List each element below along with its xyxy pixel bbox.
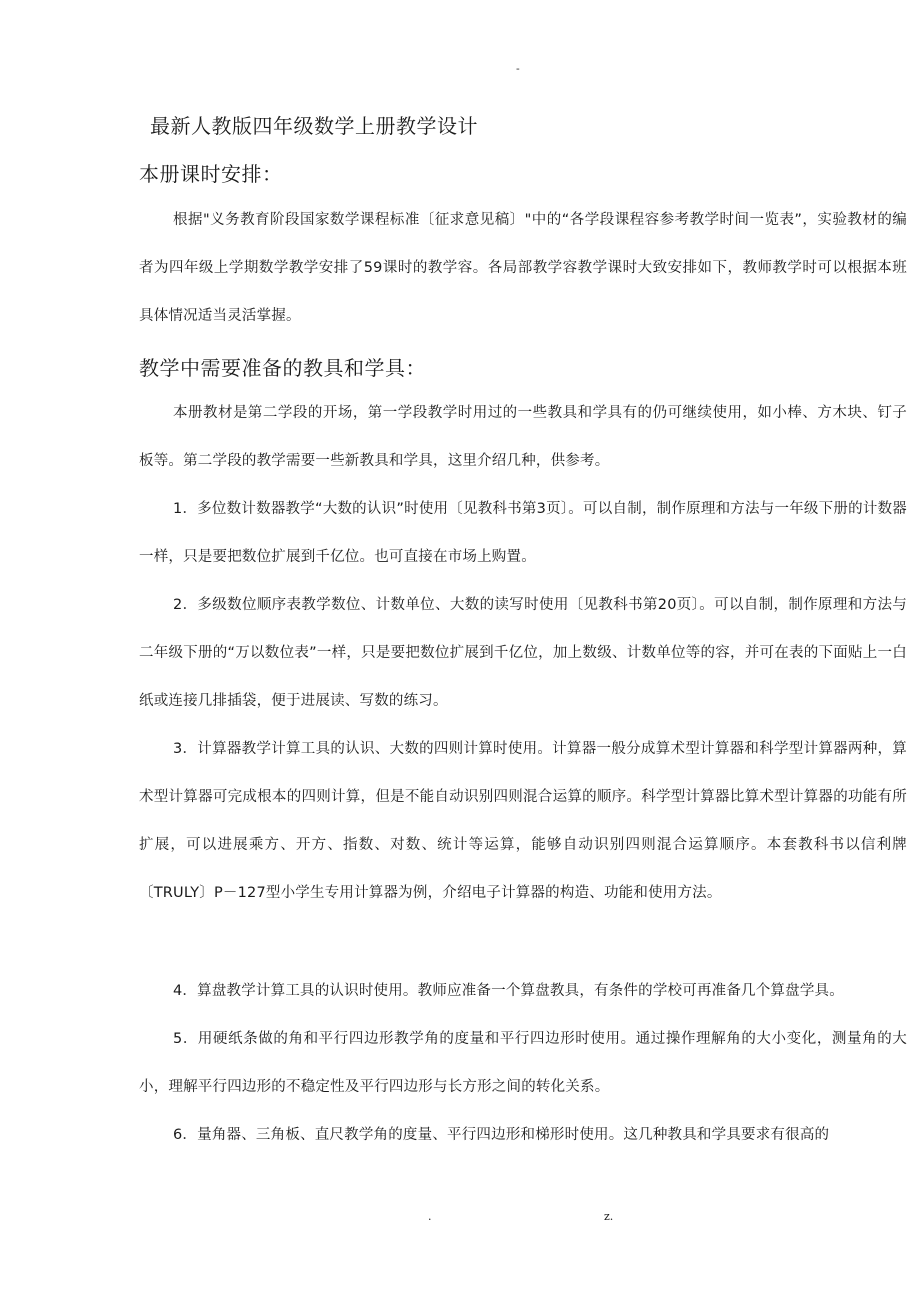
header-mark: - [516,62,520,75]
footer-left-mark: . [428,1210,432,1223]
paragraph-item-4: 4．算盘教学计算工具的认识时使用。教师应准备一个算盘教具，有条件的学校可再准备几个算盘学具。 [173,983,844,999]
paragraph-item-2: 2．多级数位顺序表教学数位、计数单位、大数的读写时使用〔见教科书第20页〕。可以自制，制作原理和方法与二年级下册的“万以数位表”一样，只是要把数位扩展到千亿位，加上数级、计数单位等的容，并可在表的下面贴上一白纸或连接几排插袋，便于进展读、写数的练习。 [139,597,907,709]
section-heading-teaching-aids: 教学中需要准备的教具和学具： [139,356,426,380]
paragraph-item-5: 5．用硬纸条做的角和平行四边形教学角的度量和平行四边形时使用。通过操作理解角的大小变化，测量角的大小，理解平行四边形的不稳定性及平行四边形与长方形之间的转化关系。 [139,1031,907,1095]
paragraph-item-1: 1．多位数计数器教学“大数的认识”时使用〔见教科书第3页〕。可以自制，制作原理和方法与一年级下册的计数器一样，只是要把数位扩展到千亿位。也可直接在市场上购置。 [139,501,907,565]
paragraph-schedule: 根据"义务教育阶段国家数学课程标准〔征求意见稿〕"中的“各学段课程容参考教学时间一览表”，实验教材的编者为四年级上学期数学教学安排了59课时的教学容。各局部教学容教学课时大致安排如下，教师教学时可以根据本班具体情况适当灵活掌握。 [139,212,907,324]
document-title: 最新人教版四年级数学上册教学设计 [150,114,478,138]
paragraph-item-6: 6．量角器、三角板、直尺教学角的度量、平行四边形和梯形时使用。这几种教具和学具要求有很高的 [173,1127,830,1143]
paragraph-intro: 本册教材是第二学段的开场，第一学段教学时用过的一些教具和学具有的仍可继续使用，如小棒、方木块、钉子板等。第二学段的教学需要一些新教具和学具，这里介绍几种，供参考。 [139,405,907,469]
footer-right-mark: z. [604,1210,614,1223]
section-heading-schedule: 本册课时安排： [139,162,283,186]
paragraph-item-3: 3．计算器教学计算工具的认识、大数的四则计算时使用。计算器一般分成算术型计算器和科学型计算器两种，算术型计算器可完成根本的四则计算，但是不能自动识别四则混合运算的顺序。科学型计算器比算术型计算器的功能有所扩展，可以进展乘方、开方、指数、对数、统计等运算，能够自动识别四则混合运算顺序。本套教科书以信利牌〔TRULY〕P－127型小学生专用计算器为例，介绍电子计算器的构造、功能和使用方法。 [139,741,907,901]
